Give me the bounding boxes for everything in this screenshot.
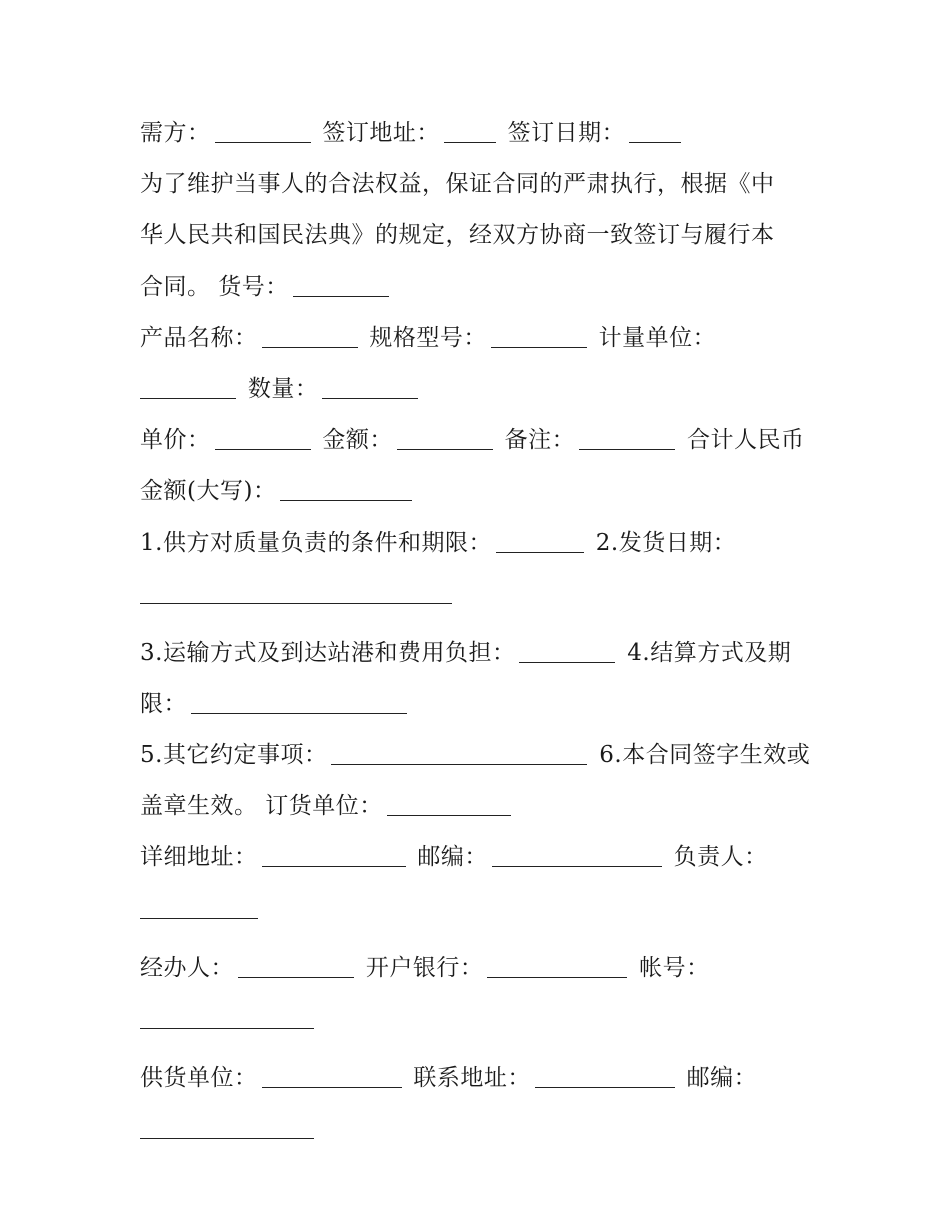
text-line-12 — [140, 679, 815, 730]
text-line-19 — [140, 1053, 815, 1104]
label-postcode-2: 邮编： — [686, 1064, 758, 1091]
text-line-16 — [140, 884, 815, 943]
text-line-4 — [140, 262, 815, 313]
paragraph-text-1: 为了维护当事人的合法权益，保证合同的严肃执行，根据《中 — [140, 171, 775, 198]
label-unit: 计量单位： — [598, 324, 717, 351]
label-person-in-charge: 负责人： — [673, 844, 768, 871]
label-effective: 6.本合同签字生效或 — [599, 742, 811, 769]
label-unit-price: 单价： — [140, 427, 211, 454]
text-line-14 — [140, 781, 815, 832]
label-amount: 金额： — [322, 427, 393, 454]
label-buyer: 需方： — [140, 120, 211, 146]
label-settlement-cont: 限： — [140, 690, 187, 717]
label-product-name: 产品名称： — [140, 324, 258, 351]
label-bank: 开户银行： — [365, 954, 484, 981]
label-order-unit: 盖章生效。 订货单位： — [140, 793, 383, 820]
blank-settlement — [191, 712, 407, 714]
label-postcode-1: 邮编： — [417, 844, 488, 871]
blank-bank — [487, 976, 627, 978]
text-line-7 — [140, 415, 815, 466]
blank-quality-terms — [496, 551, 584, 553]
blank-postcode-1 — [492, 865, 662, 867]
text-line-10 — [140, 569, 815, 628]
blank-contact-address — [535, 1086, 675, 1088]
blank-item-no — [293, 295, 389, 297]
label-contact-address: 联系地址： — [413, 1064, 531, 1091]
blank-buyer — [215, 141, 311, 143]
text-line-6 — [140, 364, 815, 415]
label-quantity: 数量： — [247, 375, 319, 402]
contract-body — [140, 108, 815, 1155]
blank-sign-address — [444, 141, 496, 143]
label-sign-date: 签订日期： — [507, 120, 626, 146]
blank-handler — [238, 976, 354, 978]
text-line-1 — [140, 108, 815, 159]
blank-quantity — [322, 397, 418, 399]
text-line-15 — [140, 832, 815, 883]
text-line-13 — [140, 730, 815, 781]
blank-supplier — [262, 1086, 402, 1088]
text-line-5 — [140, 313, 815, 364]
blank-product-name — [262, 346, 358, 348]
blank-unit-price — [215, 448, 311, 450]
text-line-8 — [140, 466, 815, 517]
text-line-18 — [140, 994, 815, 1053]
blank-sign-date — [629, 141, 681, 143]
label-delivery-date: 2.发货日期： — [595, 529, 737, 556]
label-other-matters: 5.其它约定事项： — [140, 742, 328, 769]
label-spec-model: 规格型号： — [369, 324, 487, 351]
blank-spec-model — [491, 346, 587, 348]
label-account: 帐号： — [639, 954, 710, 981]
text-line-3 — [140, 210, 815, 261]
blank-detail-address — [262, 865, 406, 867]
label-item-no: 合同。 货号： — [140, 273, 289, 300]
blank-amount — [397, 448, 493, 450]
label-quality-terms: 1.供方对质量负责的条件和期限： — [140, 529, 492, 556]
text-line-9 — [140, 518, 815, 569]
blank-other-matters — [331, 763, 587, 765]
label-supplier: 供货单位： — [140, 1064, 258, 1091]
blank-remarks — [579, 448, 675, 450]
label-total-rmb: 合计人民币 — [686, 427, 805, 454]
label-detail-address: 详细地址： — [140, 844, 258, 871]
text-line-20 — [140, 1104, 815, 1155]
blank-order-unit — [387, 814, 511, 816]
label-sign-address: 签订地址： — [322, 120, 440, 146]
text-line-2 — [140, 159, 815, 210]
text-line-17 — [140, 943, 815, 994]
text-line-11 — [140, 628, 815, 679]
blank-amount-capital — [280, 499, 412, 501]
blank-transport — [519, 661, 615, 663]
label-remarks: 备注： — [504, 427, 576, 454]
paragraph-text-2: 华人民共和国民法典》的规定，经双方协商一致签订与履行本 — [140, 222, 775, 249]
label-handler: 经办人： — [140, 954, 234, 981]
label-amount-capital: 金额(大写)： — [140, 478, 277, 505]
label-transport: 3.运输方式及到达站港和费用负担： — [140, 639, 516, 666]
blank-person-in-charge — [140, 917, 258, 919]
blank-postcode-2 — [140, 1137, 314, 1139]
label-settlement: 4.结算方式及期 — [627, 639, 792, 666]
blank-delivery-date — [140, 602, 452, 604]
blank-unit — [140, 397, 236, 399]
blank-account — [140, 1027, 314, 1029]
